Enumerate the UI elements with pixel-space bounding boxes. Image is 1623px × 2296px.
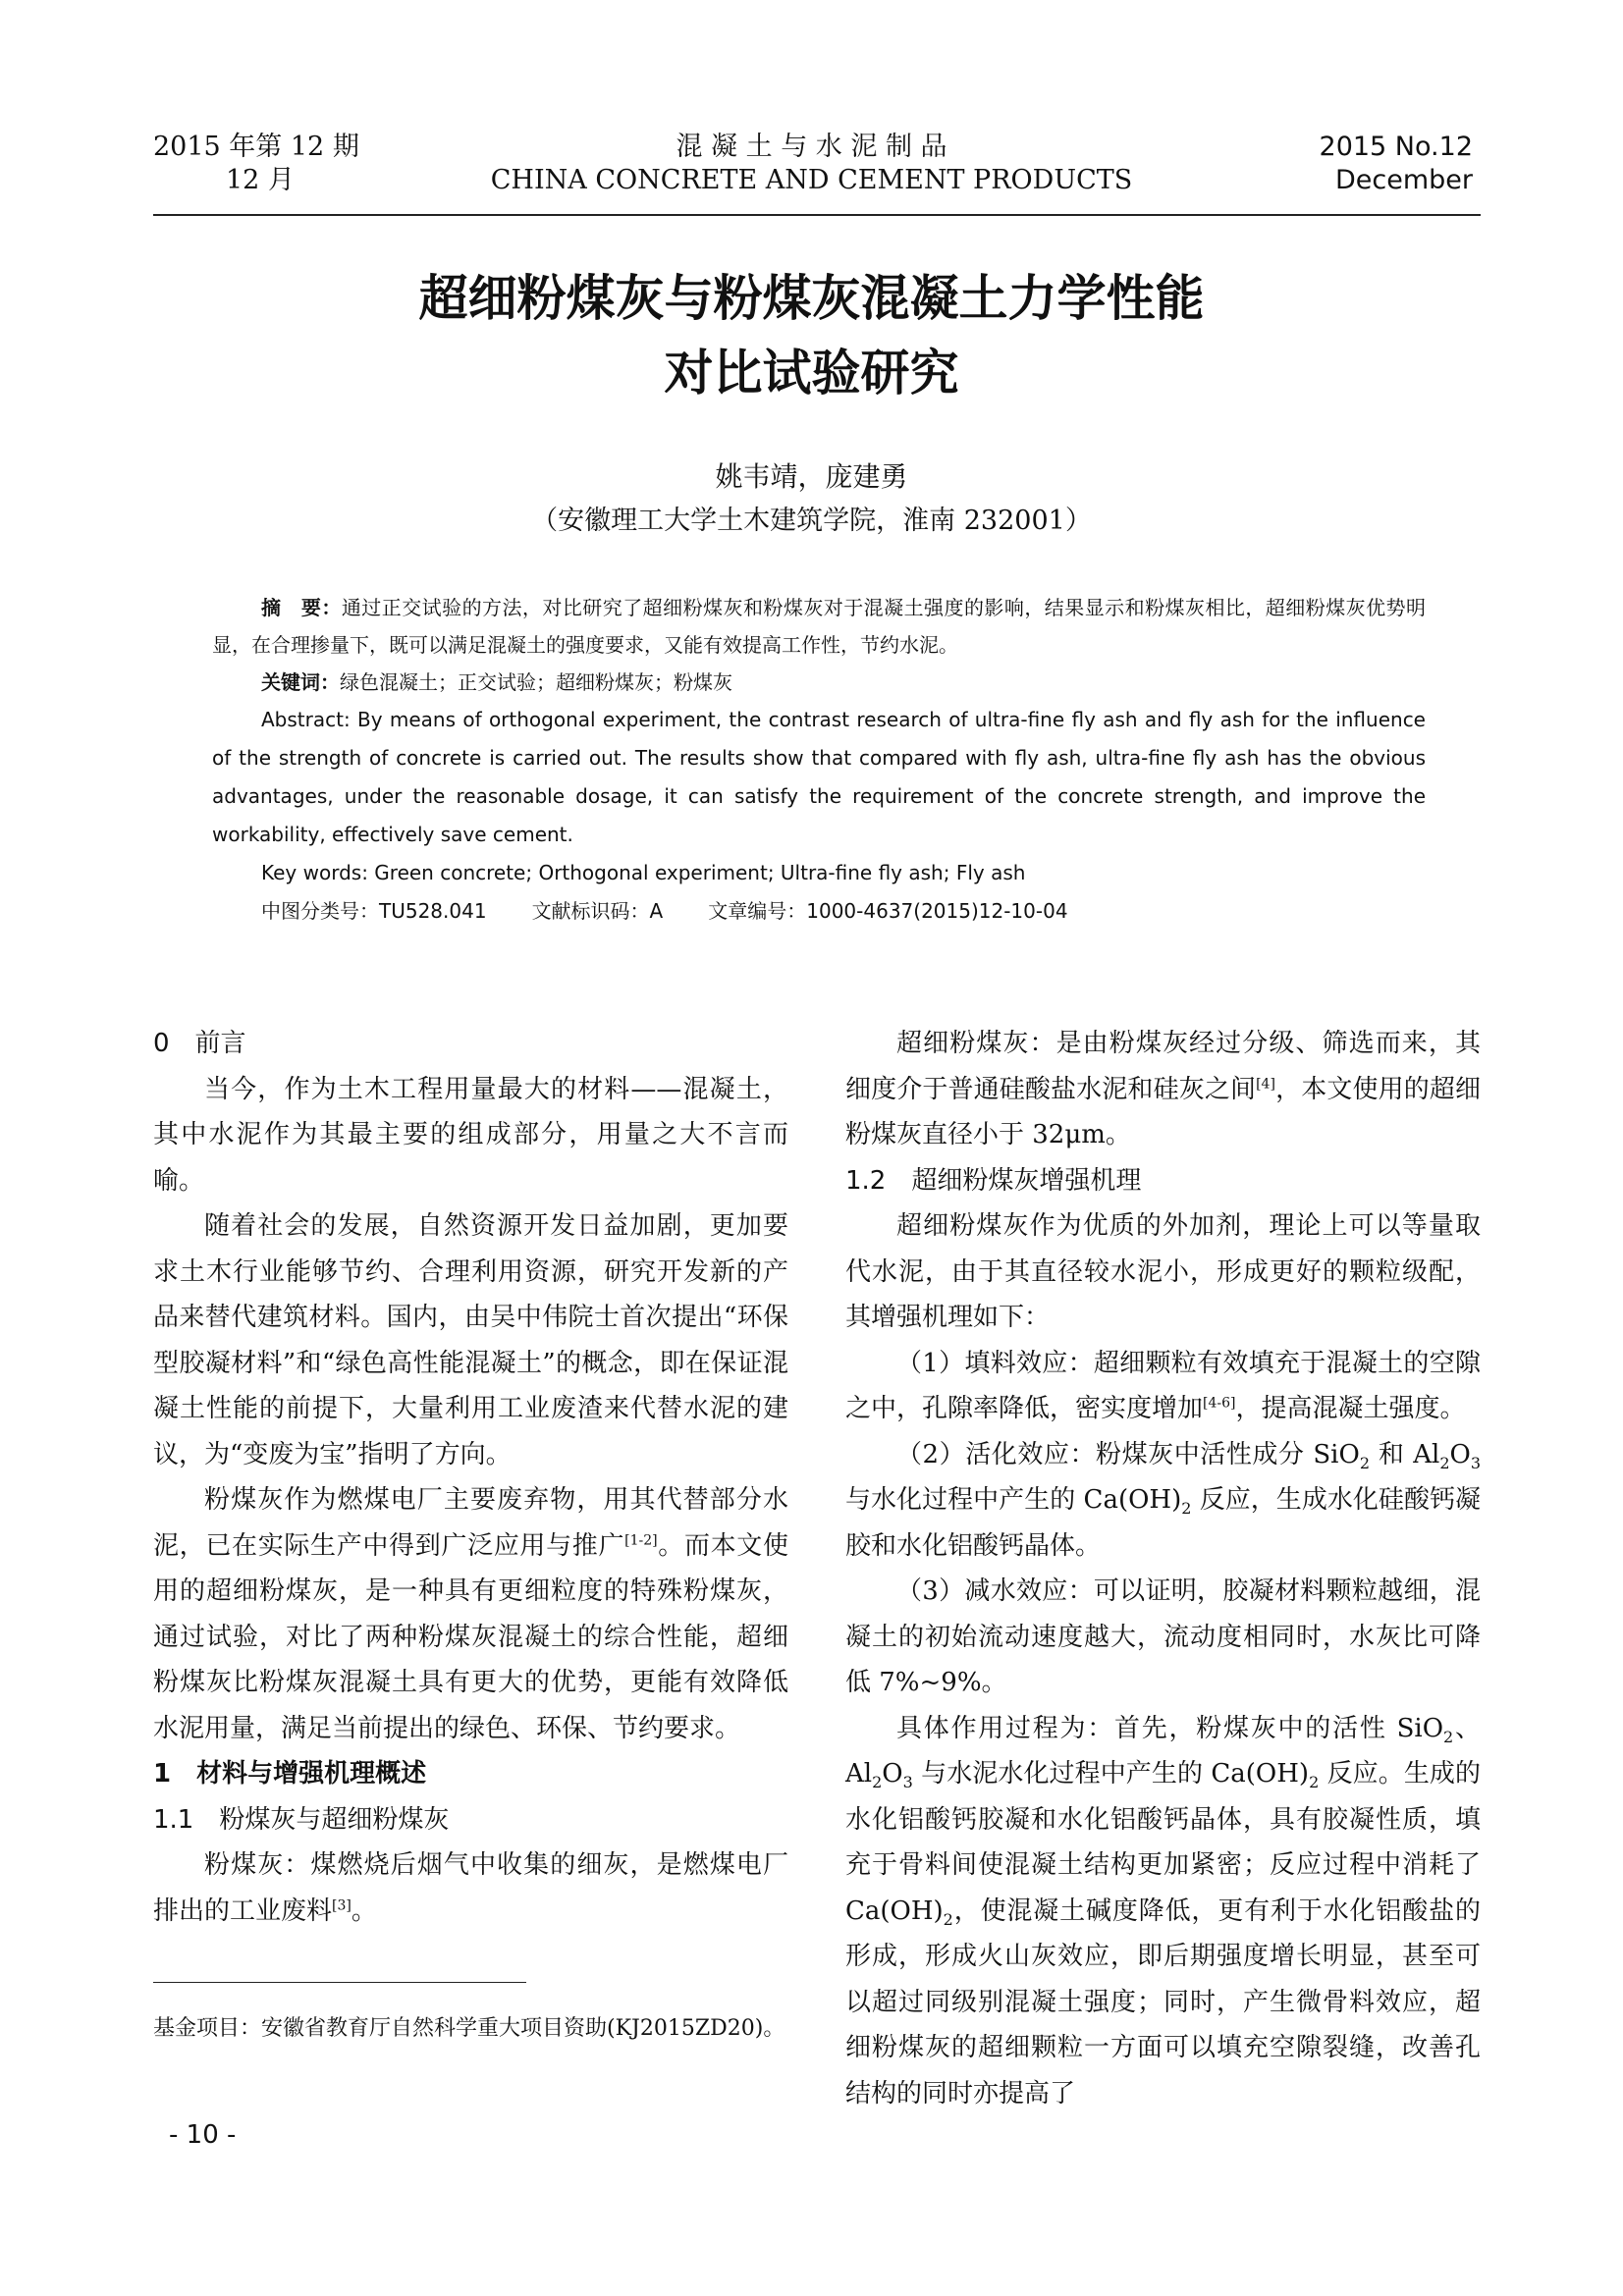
- citation: [4]: [1256, 1075, 1275, 1092]
- header-issue-line1: 2015 年第 12 期: [153, 132, 359, 162]
- paragraph-text: （2）活化效应：粉煤灰中活性成分 SiO: [896, 1439, 1360, 1469]
- affiliation: （安徽理工大学土木建筑学院，淮南 232001）: [531, 506, 1092, 536]
- header-issue-en-line2: December: [1334, 165, 1473, 195]
- subscript: 3: [902, 1773, 913, 1792]
- header-issue-en: [1320, 131, 1473, 197]
- funding-footnote: 基金项目：安徽省教育厅自然科学重大项目资助(KJ2015ZD20)。: [153, 2016, 785, 2041]
- body-right-column: [845, 1021, 1481, 2116]
- abstract-en: [212, 701, 1426, 854]
- body-left-column: [153, 1021, 788, 1934]
- paragraph-text: 具体作用过程为：首先，粉煤灰中的活性 SiO: [896, 1713, 1444, 1743]
- paragraph-text: 与水泥水化过程中产生的 Ca(OH): [912, 1759, 1310, 1789]
- paragraph-text: ，提高混凝土强度。: [1235, 1394, 1466, 1423]
- footnote-rule: [153, 1982, 526, 1983]
- subsection-heading-1-2: 1.2 超细粉煤灰增强机理: [845, 1165, 1142, 1196]
- paragraph-text: 粉煤灰作为燃煤电厂主要废弃物，用其代替部分水泥，已在实际生产中得到广泛应用与推广: [153, 1485, 788, 1561]
- header-issue-line2: 12 月: [226, 165, 295, 195]
- paper-title-line1: 超细粉煤灰与粉煤灰混凝土力学性能: [418, 270, 1205, 327]
- subscript: 2: [1309, 1773, 1320, 1792]
- abstract-en-text: By means of orthogonal experiment, the contrast research of ultra-fine fly ash and fly ash for the influence of the strength of concrete is carried out. The results show that compared with fly ash, ultra-fine fly ash has the obvious advantages, under the reasonable dosage, it can satisfy the requirement of the concrete strength, and improve the workability, effectively save cement.: [212, 708, 1426, 846]
- paper-title-line2: 对比试验研究: [664, 345, 959, 401]
- keywords-en-label: Key words:: [261, 861, 368, 884]
- paragraph-text: 。: [657, 1530, 684, 1561]
- abstract-cn: [212, 589, 1426, 664]
- paragraph-text: O: [882, 1759, 903, 1789]
- subscript: 2: [943, 1909, 953, 1929]
- abstract-en-label: Abstract:: [261, 708, 351, 731]
- section-heading-0: 0 前言: [153, 1029, 246, 1058]
- header-issue-en-line1: 2015 No.12: [1319, 132, 1473, 162]
- section-heading-1: 1 材料与增强机理概述: [153, 1759, 427, 1789]
- paragraph-text: 粉煤灰：煤燃烧后烟气中收集的细灰，是燃煤电厂排出的工业废料: [153, 1850, 788, 1926]
- header-journal-cn: 混 凝 土 与 水 泥 制 品: [676, 132, 947, 162]
- document-code: 文献标识码：A: [531, 899, 664, 923]
- paragraph-text: O: [1449, 1439, 1471, 1469]
- paragraph: （3）减水效应：可以证明，胶凝材料颗粒越细，混凝土的初始流动速度越大，流动度相同时，水灰比可降低 7%~9%。: [845, 1576, 1481, 1697]
- page-number: - 10 -: [169, 2120, 237, 2150]
- paragraph-text: （1）填料效应：超细颗粒有效填充于混凝土的空隙之中，孔隙率降低，密实度增加: [845, 1348, 1481, 1423]
- citation: [3]: [332, 1896, 352, 1913]
- paragraph: [153, 1477, 788, 1751]
- paragraph: [845, 1706, 1481, 2117]
- subscript: 2: [1439, 1453, 1450, 1472]
- authors: 姚韦靖，庞建勇: [715, 460, 908, 493]
- citation: [1-2]: [624, 1531, 658, 1548]
- subscript: 3: [1470, 1453, 1482, 1472]
- subscript: 2: [872, 1773, 883, 1792]
- subsection-heading-1-1: 1.1 粉煤灰与超细粉煤灰: [153, 1804, 450, 1835]
- paragraph-text: ，使混凝土碱度降低，更有利于水化铝酸盐的形成，形成火山灰效应，即后期强度增长明显，甚至可以超过同级别混凝土强度；同时，产生微骨料效应，超细粉煤灰的超细颗粒一方面可以填充空隙裂缝，改善孔结构的同时亦提高了: [845, 1896, 1481, 2109]
- paper-title: [0, 261, 1623, 410]
- paragraph: 超细粉煤灰作为优质的外加剂，理论上可以等量取代水泥，由于其直径较水泥小，形成更好的颗粒级配，其增强机理如下：: [845, 1211, 1481, 1332]
- paragraph: [845, 1021, 1481, 1158]
- article-number: 文章编号：1000-4637(2015)12-10-04: [708, 899, 1068, 923]
- keywords-en: [212, 854, 1426, 892]
- citation: [4-6]: [1203, 1395, 1236, 1412]
- paragraph-text: 而本文使用的超细粉煤灰，是一种具有更细粒度的特殊粉煤灰，通过试验，对比了两种粉煤灰混凝土的综合性能，超细粉煤灰比粉煤灰混凝土具有更大的优势，更能有效降低水泥用量，满足当前提出的绿色、环保、节约要求。: [153, 1530, 788, 1743]
- keywords-en-text: Green concrete; Orthogonal experiment; Ultra-fine fly ash; Fly ash: [367, 861, 1026, 884]
- paragraph-text: 反应。生成的水化铝酸钙胶凝和水化铝酸钙晶体，具有胶凝性质，填充于骨料间使混凝土结构更加紧密；反应过程中消耗了 Ca(OH): [845, 1759, 1482, 1926]
- keywords-cn-text: 绿色混凝土；正交试验；超细粉煤灰；粉煤灰: [340, 670, 732, 694]
- subscript: 2: [1359, 1453, 1370, 1472]
- clc-number: 中图分类号：TU528.041: [261, 899, 487, 923]
- header-journal-en: CHINA CONCRETE AND CEMENT PRODUCTS: [490, 165, 1133, 195]
- paragraph-text: 反应，生成水化硅酸钙凝胶和水化铝酸钙晶体。: [845, 1485, 1482, 1561]
- abstract-cn-label: 摘 要：: [261, 596, 342, 619]
- paragraph-text: 、Al: [845, 1713, 1481, 1789]
- paragraph: 随着社会的发展，自然资源开发日益加剧，更加要求土木行业能够节约、合理利用资源，研究开发新的产品来替代建筑材料。国内，由吴中伟院士首次提出“环保型胶凝材料”和“绿色高性能混凝土”的概念，即在保证混凝土性能的前提下，大量利用工业废渣来代替水泥的建议，为“变废为宝”指明了方向。: [153, 1211, 788, 1469]
- abstract-block: [212, 589, 1426, 930]
- header-rule: [153, 214, 1481, 216]
- classification-line: [212, 892, 1426, 930]
- paragraph-text: 。: [351, 1896, 377, 1926]
- paragraph: [845, 1341, 1481, 1432]
- keywords-cn: [212, 664, 1426, 701]
- subscript: 2: [1181, 1499, 1192, 1519]
- paragraph: [153, 1842, 788, 1934]
- subscript: 2: [1443, 1727, 1454, 1746]
- paragraph-text: 超细粉煤灰：是由粉煤灰经过分级、筛选而来，其细度介于普通硅酸盐水泥和硅灰之间: [845, 1029, 1481, 1104]
- paragraph: [845, 1432, 1481, 1570]
- paragraph-text: ，本文使用的超细粉煤灰直径小于 32μm。: [845, 1074, 1481, 1149]
- paragraph-text: 和 Al: [1370, 1439, 1440, 1469]
- abstract-cn-text: 通过正交试验的方法，对比研究了超细粉煤灰和粉煤灰对于混凝土强度的影响，结果显示和粉煤灰相比，超细粉煤灰优势明显，在合理掺量下，既可以满足混凝土的强度要求，又能有效提高工作性，节约水泥。: [212, 596, 1427, 657]
- keywords-cn-label: 关键词：: [261, 670, 340, 694]
- paragraph-text: 与水化过程中产生的 Ca(OH): [845, 1485, 1182, 1515]
- paragraph: 当今，作为土木工程用量最大的材料——混凝土，其中水泥作为其最主要的组成部分，用量之大不言而喻。: [153, 1074, 788, 1196]
